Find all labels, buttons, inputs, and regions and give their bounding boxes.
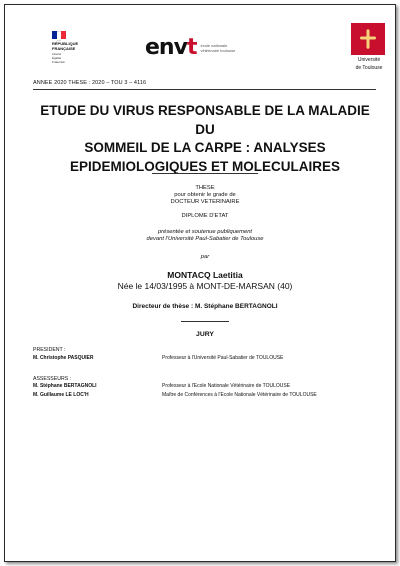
title-line-3: EPIDEMIOLOGIQUES ET MOLECULAIRES [69,158,341,174]
rf-line1: RÉPUBLIQUE [52,41,79,46]
obtain-grade-text: pour obtenir le grade de [174,192,236,198]
republique-francaise-logo [52,31,92,64]
assessor-1-role: Professeur à l'Ecole Nationale Vétérinaire de TOULOUSE [162,383,291,389]
author-name: MONTACQ Laetitia [167,270,243,280]
envt-logo-side-text: école nationale vétérinaire toulouse [200,43,236,53]
diplome-text: DIPLOME D'ETAT [181,213,229,219]
assessor-2-role: Maître de Conférences à l'Ecole Nationale Vétérinaire de TOULOUSE [162,392,317,398]
these-label: THESE [195,185,215,191]
presented-line-2: devant l'Université Paul-Sabatier de Toulouse [146,236,264,242]
presented-line-1: présentée et soutenue publiquement [157,229,253,235]
thesis-title [33,102,377,176]
assessor-2-name: M. Guillaume LE LOC'H [33,392,89,398]
header-divider [33,89,376,90]
envt-logo-accent: t [186,35,197,60]
author-birth: Née le 14/03/1995 à MONT-DE-MARSAN (40) [117,281,293,291]
envt-logo-word [145,37,196,59]
envt-logo-text: envt [145,35,197,60]
par-text: par [200,254,210,260]
assessors-label: ASSESSEURS : [33,376,72,382]
thesis-director: Directeur de thèse : M. Stéphane BERTAGNOLI [132,303,278,310]
ut-line1: Université [357,57,381,63]
envt-logo [145,35,245,61]
toulouse-cross-seal-icon [351,23,385,55]
president-label: PRESIDENT : [33,347,66,353]
president-role: Professeur à l'Université Paul-Sabatier de TOULOUSE [162,355,284,361]
document-page [4,4,396,562]
president-name: M. Christophe PASQUIER [33,355,94,361]
jury-heading: JURY [196,331,214,338]
title-line-2: SOMMEIL DE LA CARPE : ANALYSES [84,140,326,155]
french-flag-icon [52,31,66,39]
rf-motto: Liberté Égalité Fraternité [52,52,65,64]
rf-line2: FRANÇAISE [52,46,76,51]
year-thesis-reference: ANNEE 2020 THESE : 2020 – TOU 3 – 4116 [33,80,147,86]
ut-line2: de Toulouse [355,65,383,71]
occitan-cross-icon [360,29,376,49]
universite-toulouse-logo [351,23,387,71]
director-divider [181,321,229,322]
title-divider [152,173,258,174]
grade-text: DOCTEUR VETERINAIRE [170,199,240,205]
title-line-1: ETUDE DU VIRUS RESPONSABLE DE LA MALADIE DU [40,103,370,137]
assessor-1-name: M. Stéphane BERTAGNOLI [33,383,97,389]
